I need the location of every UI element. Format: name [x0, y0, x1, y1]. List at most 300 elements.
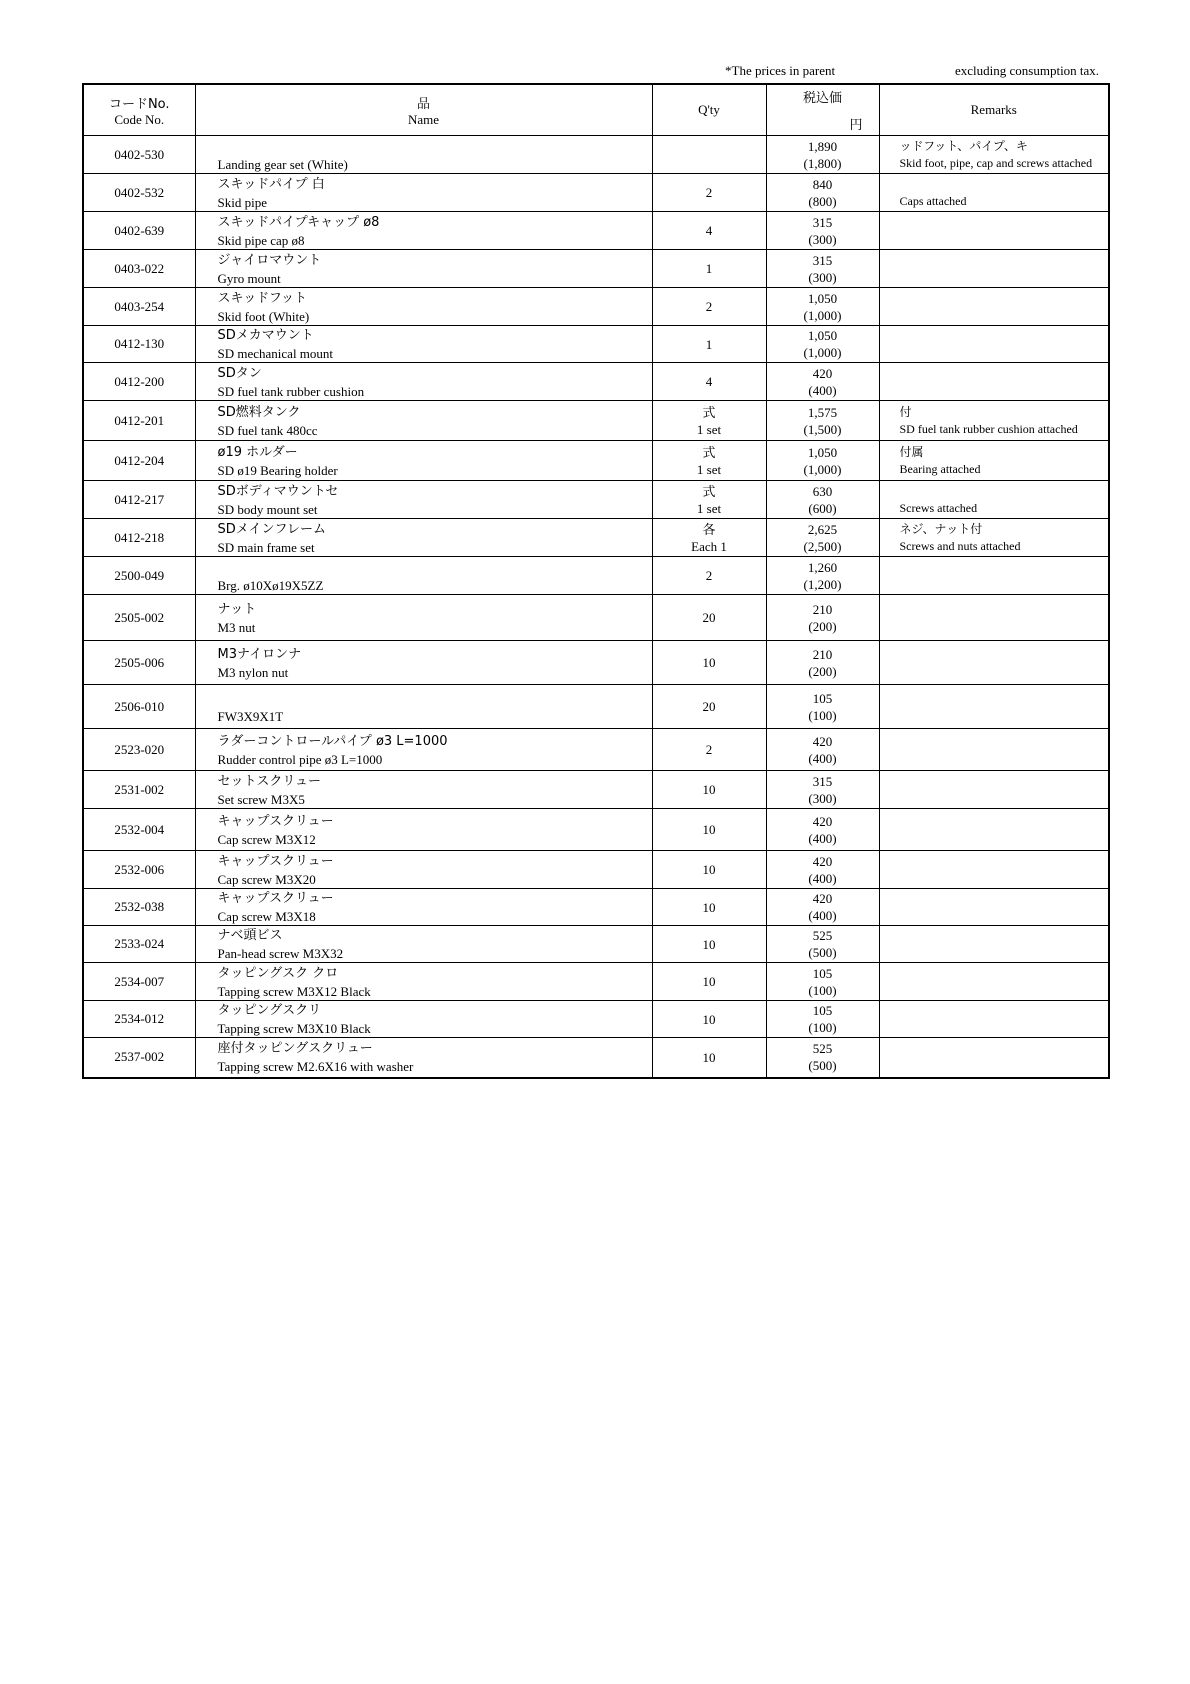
cell-name-en: Skid pipe cap ø8 [217, 232, 305, 248]
cell-name [195, 963, 652, 1001]
cell-name [195, 519, 652, 557]
cell-code: 2505-002 [83, 595, 195, 641]
cell-price [766, 401, 879, 441]
cell-qty-value: 4 [705, 223, 713, 238]
cell-name-en: Landing gear set (White) [217, 156, 348, 172]
cell-qty-jp: 式 [702, 444, 716, 460]
cell-name-en: Brg. ø10Xø19X5ZZ [217, 577, 324, 593]
cell-price-excl: (100) [808, 982, 837, 998]
cell-remarks-jp [900, 336, 1109, 353]
cell-qty-value: 10 [702, 822, 716, 837]
header-price [766, 84, 879, 136]
cell-name-jp [218, 689, 652, 708]
table-body [83, 136, 1109, 1078]
cell-qty-value: 1 set [696, 461, 722, 477]
cell-remarks [879, 851, 1109, 889]
cell-code: 2533-024 [83, 926, 195, 963]
cell-name [195, 595, 652, 641]
cell-qty-jp: 各 [702, 521, 716, 537]
cell-price [766, 441, 879, 481]
cell-remarks [879, 963, 1109, 1001]
cell-qty-value: 20 [702, 610, 716, 625]
cell-price-incl: 630 [812, 483, 833, 499]
cell-name-jp: SD燃料タンク [217, 404, 301, 420]
cell-name-en: SD fuel tank rubber cushion [217, 383, 365, 399]
header-name [195, 84, 652, 136]
cell-remarks [879, 926, 1109, 963]
cell-remarks-jp [900, 861, 1109, 878]
cell-name [195, 401, 652, 441]
cell-qty [652, 519, 766, 557]
cell-price-incl: 840 [812, 176, 833, 192]
header-code-en: Code No. [114, 111, 165, 127]
cell-name [195, 174, 652, 212]
cell-price-excl: (100) [808, 707, 837, 723]
cell-name [195, 641, 652, 685]
table-row [83, 851, 1109, 889]
cell-qty [652, 889, 766, 926]
cell-code: 0412-217 [83, 481, 195, 519]
cell-price-incl: 315 [812, 214, 833, 230]
cell-price-incl: 420 [812, 853, 833, 869]
header-price-jp: 税込価 [802, 91, 842, 106]
cell-qty-jp: 式 [702, 404, 716, 420]
cell-price-incl: 1,575 [807, 404, 838, 420]
cell-remarks [879, 557, 1109, 595]
cell-remarks-jp [900, 483, 1109, 500]
cell-price [766, 641, 879, 685]
cell-price-excl: (1,000) [803, 461, 842, 477]
cell-name-jp: スキッドフット [217, 290, 307, 306]
cell-remarks-jp: 付属 [899, 444, 924, 459]
cell-remarks [879, 519, 1109, 557]
cell-name-jp: ナット [217, 601, 257, 617]
cell-code: 2505-006 [83, 641, 195, 685]
cell-qty-value: 10 [702, 974, 716, 989]
cell-name-jp: SDタン [217, 365, 262, 381]
cell-remarks-jp [900, 222, 1109, 239]
cell-price-excl: (200) [808, 663, 837, 679]
cell-price [766, 771, 879, 809]
cell-price-incl: 420 [812, 891, 833, 906]
header-code-jp: コードNo. [108, 96, 170, 112]
cell-remarks [879, 641, 1109, 685]
cell-code: 0402-639 [83, 212, 195, 250]
cell-remarks-jp [900, 373, 1109, 390]
cell-price [766, 926, 879, 963]
cell-price-excl: (800) [808, 193, 837, 209]
cell-remarks-jp [900, 176, 1109, 193]
cell-remarks-jp: ッドフット、パイプ、キ [899, 138, 1028, 153]
cell-price [766, 1038, 879, 1078]
cell-code: 0412-218 [83, 519, 195, 557]
cell-qty-jp: 式 [702, 483, 716, 499]
cell-price-incl: 105 [812, 1003, 833, 1018]
cell-qty-value: Each 1 [691, 538, 727, 554]
table-row [83, 595, 1109, 641]
cell-price-excl: (500) [808, 945, 837, 960]
cell-name-jp: ジャイロマウント [217, 252, 322, 268]
cell-price-incl: 315 [812, 773, 833, 789]
cell-name-en: M3 nut [217, 619, 256, 635]
cell-qty [652, 595, 766, 641]
cell-code: 0412-204 [83, 441, 195, 481]
cell-code: 0412-130 [83, 326, 195, 363]
cell-name-en: Pan-head screw M3X32 [217, 946, 344, 961]
cell-name [195, 685, 652, 729]
cell-price-incl: 1,890 [807, 138, 838, 154]
table-row [83, 363, 1109, 401]
cell-name-en: Skid pipe [217, 194, 267, 210]
cell-qty-value: 10 [702, 936, 716, 952]
cell-price-excl: (1,200) [803, 576, 842, 592]
cell-remarks [879, 1001, 1109, 1038]
cell-name-jp: キャップスクリュー [217, 853, 334, 869]
table-row [83, 481, 1109, 519]
table-row [83, 326, 1109, 363]
cell-price [766, 326, 879, 363]
cell-name-jp [218, 137, 652, 156]
header-price-unit: 円 [849, 117, 863, 132]
cell-code: 2534-012 [83, 1001, 195, 1038]
cell-name-jp: ラダーコントロールパイプ ø3 L=1000 [217, 733, 448, 749]
cell-qty-value: 20 [702, 699, 716, 714]
cell-remarks-en: Caps attached [899, 193, 967, 208]
cell-name-jp: 座付タッピングスクリュー [217, 1041, 373, 1057]
cell-qty-value: 1 set [696, 500, 722, 516]
cell-remarks [879, 481, 1109, 519]
header-qty: Q'ty [652, 84, 766, 136]
cell-code: 2523-020 [83, 729, 195, 771]
cell-price [766, 212, 879, 250]
table-row [83, 401, 1109, 441]
cell-price-incl: 420 [812, 813, 833, 829]
cell-code: 2506-010 [83, 685, 195, 729]
cell-name-en: FW3X9X1T [217, 708, 284, 724]
cell-name-en: SD ø19 Bearing holder [217, 462, 338, 478]
cell-name [195, 1038, 652, 1078]
cell-remarks-jp [900, 899, 1109, 916]
table-row [83, 771, 1109, 809]
table-row [83, 809, 1109, 851]
table-row [83, 288, 1109, 326]
cell-code: 2532-006 [83, 851, 195, 889]
cell-remarks-jp: 付 [899, 404, 912, 419]
cell-code: 0403-254 [83, 288, 195, 326]
cell-name-jp: M3ナイロンナ [217, 646, 302, 662]
cell-price-incl: 1,050 [807, 444, 838, 460]
cell-qty [652, 441, 766, 481]
cell-code: 0402-532 [83, 174, 195, 212]
cell-price-excl: (300) [808, 269, 837, 285]
table-row [83, 889, 1109, 926]
cell-price [766, 809, 879, 851]
cell-name [195, 729, 652, 771]
table-row [83, 926, 1109, 963]
cell-remarks [879, 212, 1109, 250]
header-remarks: Remarks [879, 84, 1109, 136]
cell-qty [652, 1038, 766, 1078]
cell-name-jp: SDメカマウント [217, 328, 314, 343]
cell-name-jp: ø19 ホルダー [217, 444, 298, 460]
cell-name-en: SD fuel tank 480cc [217, 422, 318, 438]
cell-qty-value: 1 [705, 261, 713, 276]
cell-remarks [879, 250, 1109, 288]
cell-name-jp: スキッドパイプ 白 [217, 176, 325, 192]
cell-name-jp: SDメインフレーム [217, 521, 326, 537]
cell-price-incl: 210 [812, 601, 833, 617]
table-row [83, 1001, 1109, 1038]
cell-code: 2534-007 [83, 963, 195, 1001]
cell-qty [652, 481, 766, 519]
cell-price [766, 519, 879, 557]
cell-qty-value: 2 [705, 568, 713, 583]
cell-remarks-jp: ネジ、ナット付 [899, 521, 983, 536]
cell-name [195, 557, 652, 595]
cell-remarks-jp [900, 1011, 1109, 1028]
cell-price-incl: 1,050 [807, 290, 838, 306]
cell-qty [652, 851, 766, 889]
cell-code: 0402-530 [83, 136, 195, 174]
cell-qty-value: 10 [702, 899, 716, 915]
table-row [83, 212, 1109, 250]
cell-qty-value: 1 set [696, 421, 722, 437]
cell-qty-value: 4 [705, 374, 713, 389]
cell-price-excl: (2,500) [803, 538, 842, 554]
cell-name-en: M3 nylon nut [217, 664, 289, 680]
cell-remarks [879, 771, 1109, 809]
cell-remarks-jp [900, 260, 1109, 277]
cell-name [195, 481, 652, 519]
cell-price-excl: (1,000) [803, 345, 842, 360]
cell-remarks [879, 288, 1109, 326]
cell-price-excl: (1,000) [803, 307, 842, 323]
cell-code: 0412-200 [83, 363, 195, 401]
cell-price-excl: (400) [808, 830, 837, 846]
cell-price-excl: (200) [808, 618, 837, 634]
cell-price-incl: 105 [812, 965, 833, 981]
cell-remarks-jp [900, 741, 1109, 758]
cell-qty-value: 2 [705, 742, 713, 757]
header-name-en: Name [407, 111, 440, 127]
cell-qty [652, 1001, 766, 1038]
cell-price [766, 729, 879, 771]
cell-remarks [879, 401, 1109, 441]
cell-remarks [879, 685, 1109, 729]
cell-name-jp [218, 558, 652, 577]
cell-qty [652, 174, 766, 212]
cell-price [766, 685, 879, 729]
cell-remarks [879, 889, 1109, 926]
cell-price-incl: 1,260 [807, 559, 838, 575]
table-header-row [83, 84, 1109, 136]
price-note-right: excluding consumption tax. [955, 63, 1100, 78]
cell-qty [652, 771, 766, 809]
cell-name-jp: ナベ頭ビス [217, 928, 283, 943]
table-row [83, 136, 1109, 174]
cell-name [195, 326, 652, 363]
cell-price-excl: (300) [808, 790, 837, 806]
cell-name-en: Set screw M3X5 [217, 791, 305, 807]
cell-qty [652, 288, 766, 326]
cell-price-incl: 210 [812, 646, 833, 662]
table-row [83, 174, 1109, 212]
cell-name-jp: SDボディマウントセ [217, 483, 339, 499]
cell-qty [652, 963, 766, 1001]
cell-remarks [879, 729, 1109, 771]
parts-table [82, 83, 1110, 1079]
cell-remarks-en: Bearing attached [899, 461, 981, 476]
cell-remarks-jp [900, 567, 1109, 584]
cell-name-jp: タッピングスクリ [217, 1003, 322, 1018]
cell-remarks-en: Screws and nuts attached [899, 538, 1021, 553]
cell-price-excl: (100) [808, 1020, 837, 1035]
cell-qty-value: 2 [705, 299, 713, 314]
cell-code: 2532-038 [83, 889, 195, 926]
cell-price [766, 851, 879, 889]
cell-price [766, 363, 879, 401]
cell-name [195, 926, 652, 963]
cell-name-en: Tapping screw M2.6X16 with washer [217, 1059, 414, 1075]
cell-name-jp: スキッドパイプキャップ ø8 [217, 214, 380, 230]
cell-price-excl: (400) [808, 382, 837, 398]
cell-remarks [879, 326, 1109, 363]
cell-name-jp: キャップスクリュー [217, 891, 334, 906]
cell-remarks-jp [900, 654, 1109, 671]
cell-name [195, 771, 652, 809]
cell-price [766, 595, 879, 641]
cell-name [195, 889, 652, 926]
cell-code: 2500-049 [83, 557, 195, 595]
cell-remarks-jp [900, 973, 1109, 990]
cell-price [766, 136, 879, 174]
cell-remarks-jp [900, 821, 1109, 838]
cell-name-en: Tapping screw M3X12 Black [217, 983, 371, 999]
cell-price [766, 288, 879, 326]
cell-qty [652, 212, 766, 250]
table-row [83, 557, 1109, 595]
table-row [83, 685, 1109, 729]
cell-price-incl: 525 [812, 928, 833, 943]
cell-qty [652, 363, 766, 401]
cell-name [195, 250, 652, 288]
cell-remarks-jp [900, 298, 1109, 315]
cell-name [195, 809, 652, 851]
cell-qty-value: 10 [702, 1011, 716, 1027]
cell-code: 2532-004 [83, 809, 195, 851]
cell-remarks-en: Screws attached [899, 500, 978, 515]
cell-price [766, 889, 879, 926]
cell-name-en: Cap screw M3X20 [217, 871, 316, 887]
header-name-jp: 品 [416, 96, 430, 112]
cell-remarks [879, 174, 1109, 212]
cell-remarks [879, 136, 1109, 174]
table-row [83, 1038, 1109, 1078]
cell-qty [652, 401, 766, 441]
cell-qty [652, 326, 766, 363]
price-note-left: *The prices in parent [725, 63, 836, 78]
cell-price-incl: 420 [812, 733, 833, 749]
cell-name-en: SD body mount set [217, 501, 318, 517]
cell-name [195, 288, 652, 326]
cell-name-jp: キャップスクリュー [217, 813, 334, 829]
table-row [83, 729, 1109, 771]
cell-price-excl: (1,500) [803, 421, 842, 437]
cell-name-en: Cap screw M3X12 [217, 831, 316, 847]
cell-remarks-jp [900, 1049, 1109, 1066]
cell-name-jp: タッピングスク クロ [217, 965, 339, 981]
cell-name-en: SD mechanical mount [217, 346, 334, 361]
cell-remarks-jp [900, 936, 1109, 953]
cell-price [766, 250, 879, 288]
table-row [83, 519, 1109, 557]
cell-name [195, 363, 652, 401]
cell-price-excl: (1,800) [803, 155, 842, 171]
cell-name-en: Skid foot (White) [217, 308, 310, 324]
table-row [83, 441, 1109, 481]
cell-price-incl: 525 [812, 1041, 833, 1057]
cell-qty-value: 10 [702, 655, 716, 670]
cell-price [766, 1001, 879, 1038]
table-row [83, 250, 1109, 288]
cell-price-excl: (600) [808, 500, 837, 516]
cell-price [766, 481, 879, 519]
cell-name [195, 851, 652, 889]
cell-name [195, 136, 652, 174]
cell-remarks-en: SD fuel tank rubber cushion attached [899, 421, 1078, 436]
cell-price-excl: (300) [808, 231, 837, 247]
cell-code: 0403-022 [83, 250, 195, 288]
cell-name [195, 212, 652, 250]
cell-qty [652, 685, 766, 729]
table-row [83, 641, 1109, 685]
cell-price [766, 174, 879, 212]
cell-name-jp: セットスクリュー [217, 773, 321, 789]
cell-code: 2531-002 [83, 771, 195, 809]
cell-qty [652, 809, 766, 851]
cell-name [195, 441, 652, 481]
cell-code: 0412-201 [83, 401, 195, 441]
cell-remarks-en: Skid foot, pipe, cap and screws attached [899, 155, 1093, 170]
cell-remarks [879, 1038, 1109, 1078]
table-row [83, 963, 1109, 1001]
cell-qty-value: 2 [705, 185, 713, 200]
cell-remarks-jp [900, 698, 1109, 715]
cell-qty [652, 926, 766, 963]
cell-price-excl: (400) [808, 908, 837, 923]
cell-name-en: Tapping screw M3X10 Black [217, 1021, 371, 1036]
cell-qty [652, 729, 766, 771]
cell-remarks [879, 809, 1109, 851]
cell-price-excl: (400) [808, 870, 837, 886]
cell-qty-value: 10 [702, 862, 716, 877]
header-code [83, 84, 195, 136]
cell-remarks-jp [900, 781, 1109, 798]
cell-qty [652, 250, 766, 288]
cell-price-excl: (400) [808, 750, 837, 766]
cell-remarks [879, 595, 1109, 641]
cell-name-en: Rudder control pipe ø3 L=1000 [217, 751, 383, 767]
cell-price-incl: 105 [812, 690, 833, 706]
cell-price-incl: 420 [812, 365, 833, 381]
cell-qty [652, 136, 766, 174]
cell-price-incl: 1,050 [807, 328, 838, 343]
cell-price-incl: 315 [812, 252, 833, 268]
cell-name [195, 1001, 652, 1038]
cell-qty-value: 1 [705, 336, 713, 352]
cell-price [766, 557, 879, 595]
cell-price-incl: 2,625 [807, 521, 838, 537]
